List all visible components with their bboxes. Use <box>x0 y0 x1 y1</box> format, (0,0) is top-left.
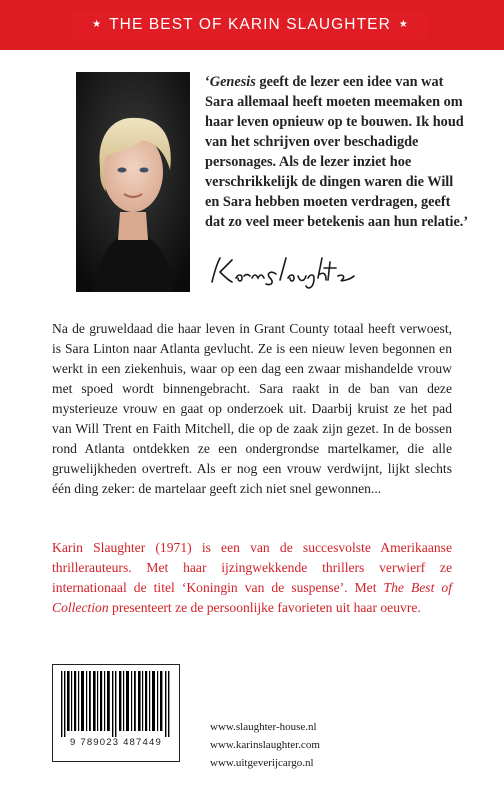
banner-label-box <box>72 12 428 38</box>
author-quote: ‘Genesis geeft de lezer een idee van wat Sara allemaal heeft moeten meemaken om haar leven opnieuw op te bouwen. Ik houd van het schrijven over beschadigde personages. Als de lezer inziet hoe verschrikkelijk de dingen waren die Will en Sara hebben moeten verdragen, geeft dat zo veel meer betekenis aan hun relatie.’ <box>205 74 469 230</box>
barcode-bars <box>61 671 171 737</box>
author-photo <box>76 72 190 292</box>
book-blurb: Na de gruweldaad die haar leven in Grant County totaal heeft verwoest, is Sara Linton naar Atlanta gevlucht. Ze is een nieuw leven begonnen en werkt in een ziekenhuis, waar op een dag een zwaar mishandelde vrouw met spoed wordt binnengebracht. Sara raakt in de ban van deze mysterieuze vrouw en gaat op onderzoek uit. Daarbij kruist ze het pad van Will Trent en Faith Mitchell, die op de zaak zijn gezet. In de bossen rond Atlanta ontdekken ze een ondergrondse martelkamer, die alle gruwelijkheden overtreft. Als er nog een vrouw verdwijnt, lijkt slechts één ding zeker: de martelaar geeft zich niet snel gewonnen... <box>52 321 452 496</box>
signature-image <box>208 252 358 290</box>
banner-title: THE BEST OF KARIN SLAUGHTER <box>109 16 391 33</box>
star-icon: ★ <box>92 18 102 30</box>
isbn-number: 9 789023 487449 <box>70 737 162 748</box>
url-uitgeverijcargo: www.uitgeverijcargo.nl <box>210 757 314 769</box>
quote-book-title: Genesis <box>209 74 256 90</box>
author-signature <box>208 252 358 290</box>
url-slaughter-house: www.slaughter-house.nl <box>210 721 317 733</box>
isbn-barcode <box>52 664 180 762</box>
top-banner <box>0 0 504 50</box>
url-karinslaughter: www.karinslaughter.com <box>210 739 320 751</box>
website-list <box>210 718 410 772</box>
collection-title: The Best of Collection <box>52 580 452 615</box>
author-bio: Karin Slaughter (1971) is een van de succesvolste Amerikaanse thrillerauteurs. Met haar ijzingwekkende thrillers verwierf ze internationaal de titel ‘Koningin van de suspense’. Met The Best of Collection presenteert ze de persoonlijke favorieten uit haar oeuvre. <box>52 540 452 615</box>
star-icon: ★ <box>398 18 408 30</box>
